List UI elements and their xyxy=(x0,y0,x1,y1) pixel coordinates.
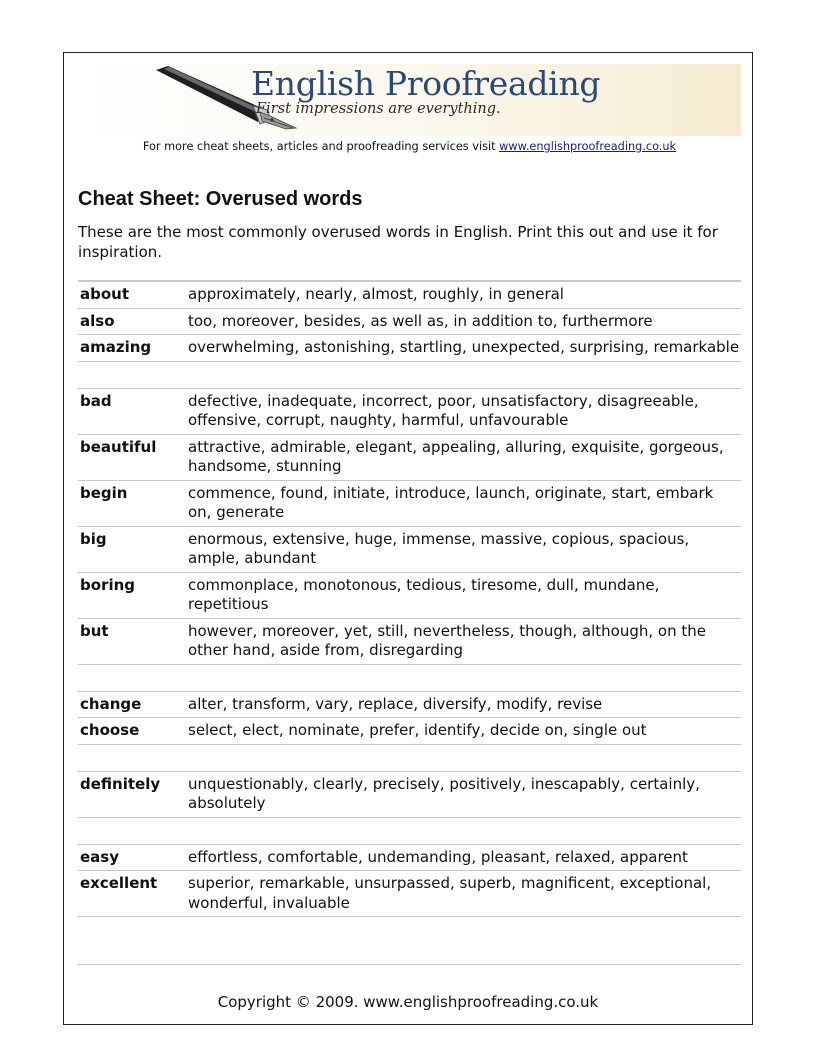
header-banner xyxy=(78,64,741,136)
synonym-list: effortless, comfortable, undemanding, pleasant, relaxed, apparent xyxy=(188,847,688,866)
synonym-list: superior, remarkable, unsurpassed, superb, magnificent, exceptional, wonderful, invaluable xyxy=(188,874,712,912)
table-row xyxy=(78,481,741,527)
table-row xyxy=(78,772,741,818)
synonym-list: overwhelming, astonishing, startling, unexpected, surprising, remarkable xyxy=(188,338,740,356)
spacer-row xyxy=(78,818,741,845)
synonym-list: commonplace, monotonous, tedious, tiresome, dull, mundane, repetitious xyxy=(188,575,660,613)
table-row xyxy=(78,309,741,336)
synonym-list: alter, transform, vary, replace, diversify, modify, revise xyxy=(188,694,603,713)
overused-word: big xyxy=(80,529,107,548)
table-row xyxy=(78,692,741,719)
brand-tagline: First impressions are everything. xyxy=(256,101,501,117)
overused-word: change xyxy=(80,694,142,713)
table-row xyxy=(78,619,741,665)
overused-word: definitely xyxy=(80,774,161,793)
overused-word: bad xyxy=(80,391,112,410)
spacer-row xyxy=(78,745,741,772)
word-table xyxy=(78,280,741,917)
synonym-list: however, moreover, yet, still, nevertheless, though, although, on the other hand, aside from, disregarding xyxy=(188,621,706,659)
overused-word: amazing xyxy=(80,338,152,356)
overused-word: also xyxy=(80,311,115,330)
synonym-list: too, moreover, besides, as well as, in addition to, furthermore xyxy=(188,311,653,330)
table-row xyxy=(78,871,741,917)
spacer-row xyxy=(78,665,741,692)
table-row xyxy=(78,389,741,435)
synonym-list: approximately, nearly, almost, roughly, in general xyxy=(188,285,564,303)
overused-word: choose xyxy=(80,721,140,739)
overused-word: begin xyxy=(80,483,128,502)
spacer-row xyxy=(78,362,741,389)
visit-text: For more cheat sheets, articles and proofreading services visit xyxy=(142,140,500,153)
synonym-list: unquestionably, clearly, precisely, positively, inescapably, certainly, absolutely xyxy=(188,774,700,812)
synonym-list: select, elect, nominate, prefer, identify, decide on, single out xyxy=(188,721,647,739)
brand-title: English Proofreading xyxy=(251,64,601,103)
overused-word: easy xyxy=(80,847,120,866)
overused-word: but xyxy=(80,621,109,640)
overused-word: excellent xyxy=(80,874,158,892)
synonym-list: attractive, admirable, elegant, appealing, alluring, exquisite, gorgeous, handsome, stunning xyxy=(188,437,724,475)
intro-paragraph: These are the most commonly overused words in English. Print this out and use it for inspiration. xyxy=(78,223,718,261)
overused-word: boring xyxy=(80,575,135,594)
visit-line xyxy=(78,140,741,153)
overused-word: beautiful xyxy=(80,437,157,456)
page-title: Cheat Sheet: Overused words xyxy=(78,188,363,210)
table-row xyxy=(78,845,741,872)
copyright-footer: Copyright © 2009. www.englishproofreading.co.uk xyxy=(217,993,599,1011)
table-row xyxy=(78,335,741,362)
table-row xyxy=(78,282,741,309)
table-row xyxy=(78,527,741,573)
synonym-list: defective, inadequate, incorrect, poor, unsatisfactory, disagreeable, offensive, corrupt, naughty, harmful, unfavourable xyxy=(188,391,699,429)
synonym-list: commence, found, initiate, introduce, launch, originate, start, embark on, generate xyxy=(188,483,714,521)
table-row xyxy=(78,435,741,481)
table-row xyxy=(78,718,741,745)
overused-word: about xyxy=(80,285,130,303)
synonym-list: enormous, extensive, huge, immense, massive, copious, spacious, ample, abundant xyxy=(188,529,690,567)
table-row xyxy=(78,573,741,619)
table-bottom-rule xyxy=(78,964,741,965)
website-link[interactable]: www.englishproofreading.co.uk xyxy=(499,140,677,153)
